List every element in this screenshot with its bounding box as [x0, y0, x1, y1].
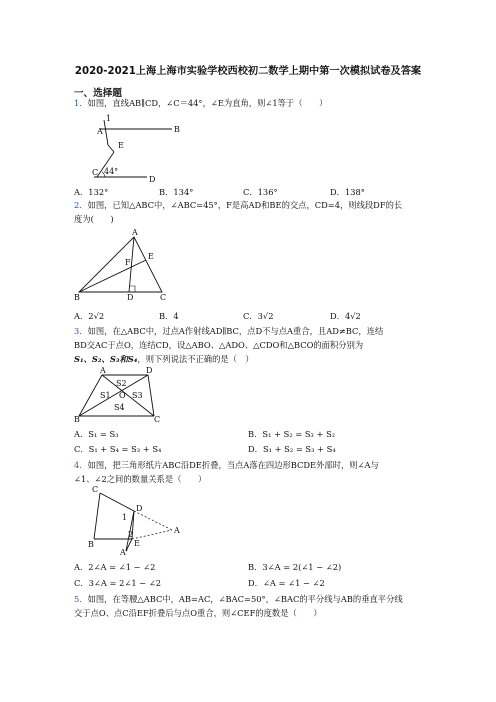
q3-option-c[interactable]: C．S₁ + S₄ = S₃ + S₄	[74, 444, 162, 454]
question-text-line1: 如图，在等腰△ABC中，AB=AC，∠BAC=50°，∠BAC的平分线与AB的垂直平分线	[87, 594, 403, 604]
figure-q3	[74, 368, 164, 428]
figure-q2	[74, 230, 174, 305]
label-C: C	[154, 415, 161, 424]
question-number: 4．	[74, 460, 88, 470]
question-4	[74, 460, 379, 471]
label-2: 2	[128, 530, 134, 539]
label-B: B	[174, 125, 180, 134]
q1-option-d[interactable]: D．138°	[330, 187, 365, 197]
label-E: E	[148, 252, 154, 261]
question-3-line3	[74, 354, 254, 365]
label-S4: S4	[114, 403, 125, 412]
label-D: D	[127, 293, 134, 302]
label-B: B	[74, 293, 80, 302]
question-text-line1: 如图，已知△ABC中，∠ABC=45°，F是高AD和BE的交点，CD=4，则线段DF的长	[87, 200, 403, 210]
label-S2: S2	[116, 379, 127, 388]
question-number: 2．	[74, 200, 88, 210]
label-D: D	[146, 366, 153, 375]
q3-option-b[interactable]: B．S₁ + S₂ = S₃ + S₂	[248, 429, 336, 439]
q2-option-d[interactable]: D．4√2	[330, 311, 361, 321]
question-2	[74, 200, 402, 211]
question-3	[74, 326, 383, 337]
q4-option-a[interactable]: A．2∠A = ∠1 − ∠2	[74, 562, 156, 572]
question-text-line1: 如图，在△ABC中，过点A作射线AD∥BC，点D不与点A重合，且AD≠BC，连结	[87, 326, 384, 336]
q3-option-a[interactable]: A．S₁ = S₃	[74, 429, 119, 439]
label-1: 1	[122, 513, 128, 522]
q2-option-b[interactable]: B．4	[159, 311, 179, 321]
label-C: C	[92, 168, 99, 177]
question-number: 1．	[74, 98, 88, 108]
question-5-line2: 交于点O、点C沿EF折叠后与点O重合，则∠CEF的度数是（ ）	[74, 608, 322, 618]
figure-q1	[92, 112, 182, 187]
question-text-line1: 如图，把三角形纸片ABC沿DE折叠，当点A落在四边形BCDE外部时，则∠A与	[87, 460, 379, 470]
q4-option-d[interactable]: D．∠A = ∠1 − ∠2	[248, 578, 325, 588]
label-A: A	[97, 127, 103, 136]
q2-option-a[interactable]: A．2√2	[74, 311, 105, 321]
q1-option-a[interactable]: A．132°	[74, 187, 109, 197]
question-number: 3．	[74, 326, 88, 336]
label-A: A	[132, 228, 138, 237]
section-heading: 一、选择题	[74, 88, 122, 99]
label-1: 1	[106, 114, 112, 123]
label-C: C	[92, 485, 99, 494]
question-3-line2: BD交AC于点O，连结CD，设△ABO、△ADO、△CDO和△BCO的面积分别为	[74, 340, 364, 350]
label-A: A	[100, 366, 106, 375]
label-S3: S3	[132, 391, 143, 400]
q2-option-c[interactable]: C．3√2	[243, 311, 274, 321]
label-C: C	[160, 293, 167, 302]
question-1	[74, 98, 327, 109]
question-2-line2: 度为( )	[74, 214, 114, 224]
label-S1: S1	[100, 391, 111, 400]
q4-option-b[interactable]: B．3∠A = 2(∠1 − ∠2)	[248, 562, 342, 572]
label-E: E	[118, 141, 124, 150]
label-D: D	[149, 175, 156, 184]
label-O: O	[119, 391, 126, 400]
question-5	[74, 594, 403, 605]
figure-q4	[88, 485, 188, 557]
label-B: B	[74, 415, 80, 424]
q4-option-c[interactable]: C．3∠A = 2∠1 − ∠2	[74, 578, 162, 588]
label-angle: 44°	[104, 167, 119, 176]
area-symbols: S₁、S₂、S₃和S₄	[74, 354, 138, 364]
question-4-line2: ∠1、∠2之间的数量关系是（ ）	[74, 474, 207, 484]
question-text-line3: ，则下列说法不正确的是（ ）	[137, 354, 254, 364]
q3-option-d[interactable]: D．S₁ + S₂ = S₃ + S₄	[248, 444, 336, 454]
label-F: F	[125, 258, 131, 267]
label-A: A	[174, 526, 180, 535]
label-E: E	[134, 539, 140, 548]
question-number: 5．	[74, 594, 88, 604]
q1-option-b[interactable]: B．134°	[159, 187, 194, 197]
page-title: 2020-2021上海上海市实验学校西校初二数学上期中第一次模拟试卷及答案	[74, 66, 422, 77]
label-B: B	[88, 540, 94, 549]
label-A-prime: A'	[120, 548, 128, 557]
question-text: 如图，直线AB∥CD，∠C＝44°，∠E为直角，则∠1等于（ ）	[87, 98, 328, 108]
q1-option-c[interactable]: C．136°	[243, 187, 278, 197]
label-D: D	[136, 504, 143, 513]
